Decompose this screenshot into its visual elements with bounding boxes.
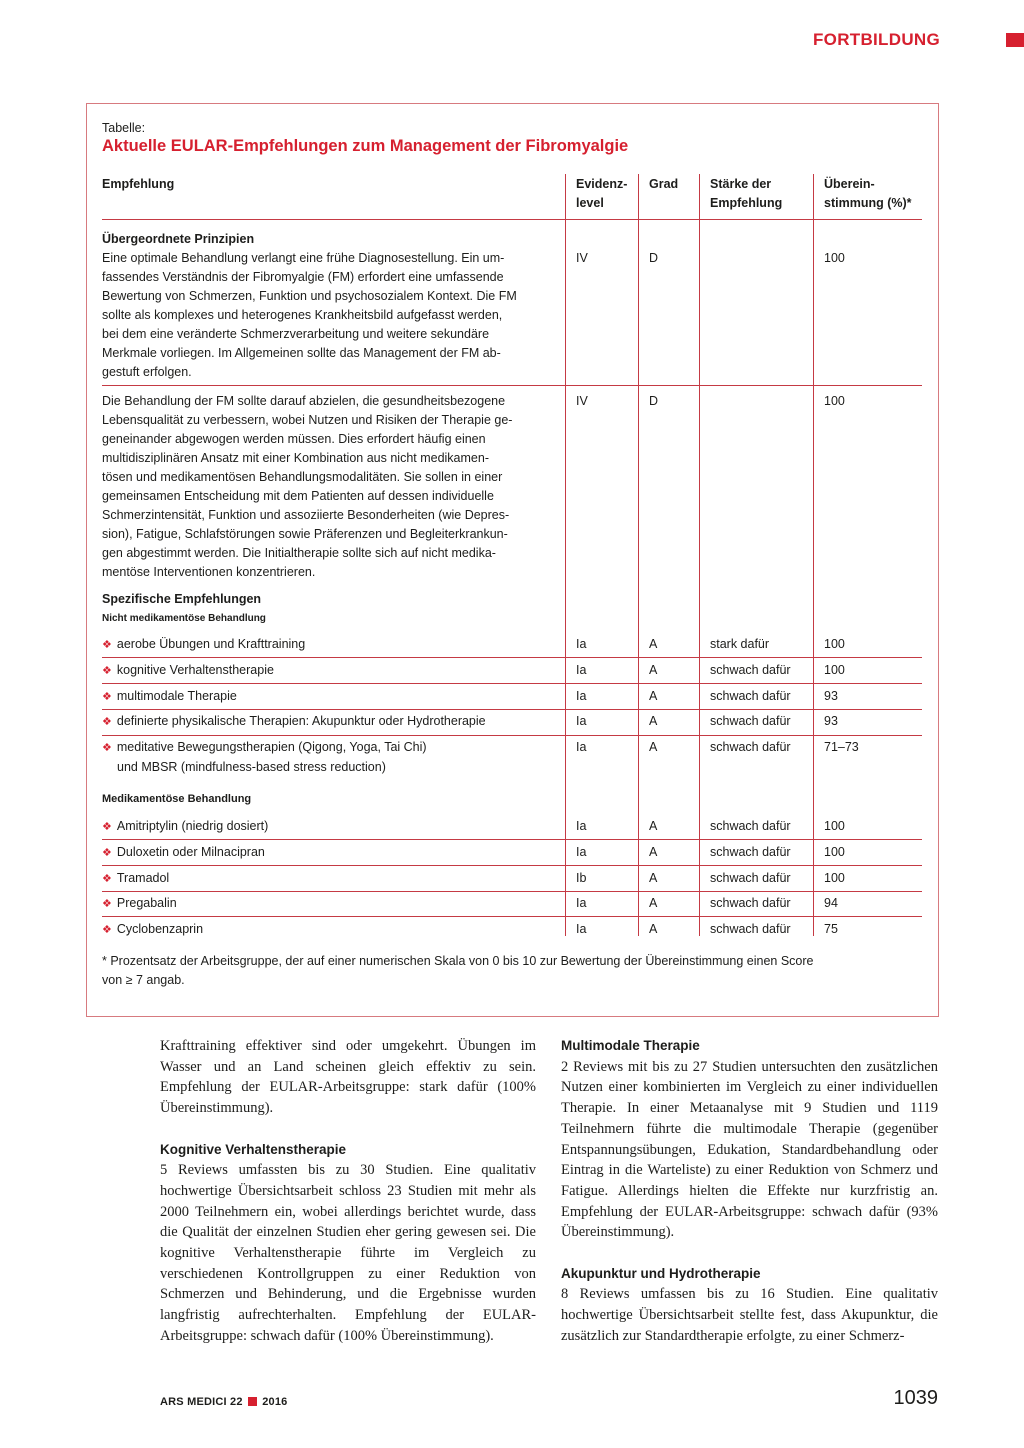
recommendation-text: ❖ Duloxetin oder Milnacipran xyxy=(102,845,265,859)
bullet-icon: ❖ xyxy=(102,873,112,885)
strength: schwach dafür xyxy=(710,896,791,910)
row-rule xyxy=(102,735,922,736)
grade: A xyxy=(649,714,658,728)
recommendation-text: ❖ Amitriptylin (niedrig dosiert) xyxy=(102,819,269,833)
nonpharm-heading: Nicht medikamentöse Behandlung xyxy=(102,613,266,624)
journal-name: ARS MEDICI 22 xyxy=(160,1396,243,1408)
recommendations-table xyxy=(86,103,939,1017)
col-header-empfehlung: Empfehlung xyxy=(102,177,175,191)
recommendation-text: ❖ Pregabalin xyxy=(102,896,177,910)
strength: stark dafür xyxy=(710,637,770,651)
section-label: FORTBILDUNG xyxy=(812,30,940,49)
recommendation-text: ❖ meditative Bewegungstherapien (Qigong, Yoga, Tai Chi) und MBSR (mindfulness-based stress reduction) xyxy=(102,740,427,774)
agreement: 100 xyxy=(824,845,845,859)
evidence-level: Ia xyxy=(576,714,587,728)
grade: A xyxy=(649,922,658,936)
bullet-icon: ❖ xyxy=(102,639,112,651)
strength: schwach dafür xyxy=(710,871,791,885)
paragraph: Krafttraining effektiver sind oder umgekehrt. Übungen im Wasser und an Land scheinen gleich effektiv zu sein. Empfehlung der EULAR-Arbeitsgruppe: stark dafür (100% Übereinstimmung). xyxy=(160,1038,536,1117)
row-rule xyxy=(102,839,922,840)
journal-year: 2016 xyxy=(262,1396,288,1408)
bullet-icon: ❖ xyxy=(102,898,112,910)
body-column-left xyxy=(160,1036,536,1347)
grade: A xyxy=(649,871,658,885)
paragraph: 2 Reviews mit bis zu 27 Studien untersuchten den zusätzlichen Nutzen einer kombinierten im Vergleich zu einer individuellen Therapie. In einer Metaanalyse mit 9 Studien und 1119 Teilnehmern führte die multimodale Therapie (gegenüber Entspannungsübungen, Edukation, Standardbehandlung oder Eintrag in die Warteliste) zu einer Reduktion von Schmerz und Fatigue. Allerdings hielten die Effekte nur kurzfristig an. Empfehlung der EULAR-Arbeitsgruppe: schwach dafür (93% Übereinstimmung). xyxy=(561,1058,938,1241)
agreement: 100 xyxy=(824,819,845,833)
grade: A xyxy=(649,663,658,677)
pharm-heading: Medikamentöse Behandlung xyxy=(102,793,252,805)
bullet-icon: ❖ xyxy=(102,691,112,703)
specific-heading: Spezifische Empfehlungen xyxy=(102,592,262,606)
paragraph: 8 Reviews umfassen bis zu 16 Studien. Eine qualitativ hochwertige Übersichtsarbeit stellte fest, dass Akupunktur, die zusätzlich zur Standardtherapie erfolgte, zu einer Schmerz- xyxy=(561,1286,938,1344)
recommendation-text: ❖ definierte physikalische Therapien: Akupunktur oder Hydrotherapie xyxy=(102,714,486,728)
evidence-level: Ia xyxy=(576,740,587,754)
grade: A xyxy=(649,637,658,651)
evidence-level: Ib xyxy=(576,871,587,885)
strength: schwach dafür xyxy=(710,663,791,677)
grade: A xyxy=(649,819,658,833)
strength: schwach dafür xyxy=(710,689,791,703)
agreement: 93 xyxy=(824,689,838,703)
agreement: 100 xyxy=(824,663,845,677)
subheading: Kognitive Verhaltenstherapie xyxy=(160,1141,347,1157)
paragraph: 5 Reviews umfassten bis zu 30 Studien. Eine qualitativ hochwertige Übersichtsarbeit schloss 23 Studien mit mehr als 2000 Teilnehmern ein, wobei allerdings berichtet wurde, dass die Qualität der einzelnen Studien eher gering gewesen sei. Die kognitive Verhaltenstherapie führte im Vergleich zu verschiedenen Kontrollgruppen zu einer Reduktion von Schmerzen und Behinderung, und die Ergebnisse wurden langfristig aufrechterhalten. Empfehlung der EULAR-Arbeitsgruppe: schwach dafür (100% Übereinstimmung). xyxy=(160,1162,536,1344)
evidence-level: Ia xyxy=(576,819,587,833)
col-separator xyxy=(813,174,814,936)
evidence-level: Ia xyxy=(576,896,587,910)
recommendation-text: ❖ aerobe Übungen und Krafttraining xyxy=(102,637,306,651)
agreement: 100 xyxy=(824,871,845,885)
general-heading: Übergeordnete Prinzipien xyxy=(102,232,255,246)
body-column-right xyxy=(561,1036,938,1347)
evidence-level: IV xyxy=(576,251,588,265)
col-separator xyxy=(565,174,566,936)
col-header-staerke: Stärke der Empfehlung xyxy=(710,177,783,210)
col-separator xyxy=(699,174,700,936)
agreement: 94 xyxy=(824,896,838,910)
bullet-icon: ❖ xyxy=(102,742,112,754)
agreement: 100 xyxy=(824,394,845,408)
evidence-level: Ia xyxy=(576,663,587,677)
agreement: 71–73 xyxy=(824,740,859,754)
bullet-icon: ❖ xyxy=(102,924,112,936)
bullet-icon: ❖ xyxy=(102,847,112,859)
evidence-level: Ia xyxy=(576,689,587,703)
header-rule xyxy=(102,219,922,220)
grade: A xyxy=(649,845,658,859)
row-rule xyxy=(102,916,922,917)
strength: schwach dafür xyxy=(710,845,791,859)
journal-footer xyxy=(160,1396,288,1408)
bullet-icon: ❖ xyxy=(102,821,112,833)
strength: schwach dafür xyxy=(710,922,791,936)
agreement: 93 xyxy=(824,714,838,728)
evidence-level: Ia xyxy=(576,845,587,859)
col-header-uebereinstimmung: Überein- stimmung (%)* xyxy=(824,177,912,210)
principle-text: Die Behandlung der FM sollte darauf abzielen, die gesundheitsbezogene Lebensqualität zu verbessern, wobei Nutzen und Risiken der Therapie ge- geneinander abgewogen werden müssen. Dies erfordert häufig einen multidisziplinären Ansatz mit einer Kombination aus nicht medikamen- tösen und medikamentösen Behandlungsmodalitäten. Sie sollen in einer gemeinsamen Entscheidung mit dem Patienten auf dessen individuelle Schmerzintensität, Funktion und assoziierte Besonderheiten (wie Depres- sion), Fatigue, Schlafstörungen sowie Präferenzen und Begleiterkrankun- gen abgestimmt werden. Die Initialtherapie sollte sich auf nicht medika- mentöse Interventionen konzentrieren. xyxy=(102,394,513,579)
section-marker xyxy=(1006,33,1024,47)
bullet-icon: ❖ xyxy=(102,665,112,677)
strength: schwach dafür xyxy=(710,740,791,754)
agreement: 75 xyxy=(824,922,838,936)
row-rule xyxy=(102,891,922,892)
subheading: Multimodale Therapie xyxy=(561,1038,700,1053)
col-header-evidenz: Evidenz- level xyxy=(576,177,628,210)
table-footnote: * Prozentsatz der Arbeitsgruppe, der auf einer numerischen Skala von 0 bis 10 zur Bewertung der Übereinstimmung einen Score von ≥ 7 angab. xyxy=(102,954,814,987)
subheading: Akupunktur und Hydrotherapie xyxy=(561,1265,761,1281)
table-title: Aktuelle EULAR-Empfehlungen zum Management der Fibromyalgie xyxy=(102,137,629,155)
table-kicker: Tabelle: xyxy=(102,121,146,135)
row-rule xyxy=(102,683,922,684)
strength: schwach dafür xyxy=(710,819,791,833)
evidence-level: Ia xyxy=(576,922,587,936)
row-rule xyxy=(102,657,922,658)
col-header-grad: Grad xyxy=(649,177,679,191)
grade: A xyxy=(649,689,658,703)
evidence-level: IV xyxy=(576,394,588,408)
strength: schwach dafür xyxy=(710,714,791,728)
bullet-icon: ❖ xyxy=(102,716,112,728)
grade: A xyxy=(649,896,658,910)
grade: D xyxy=(649,251,659,265)
evidence-level: Ia xyxy=(576,637,587,651)
recommendation-text: ❖ multimodale Therapie xyxy=(102,689,237,703)
col-separator xyxy=(638,174,639,936)
row-rule xyxy=(102,709,922,710)
row-rule xyxy=(102,865,922,866)
grade: A xyxy=(649,740,658,754)
agreement: 100 xyxy=(824,251,845,265)
footer-marker xyxy=(248,1397,257,1406)
recommendation-text: ❖ kognitive Verhaltenstherapie xyxy=(102,663,274,677)
page-number: 1039 xyxy=(893,1387,938,1409)
row-rule xyxy=(102,385,922,386)
recommendation-text: ❖ Tramadol xyxy=(102,871,170,885)
recommendation-text: ❖ Cyclobenzaprin xyxy=(102,922,204,936)
principle-text: Eine optimale Behandlung verlangt eine frühe Diagnosestellung. Ein um- fassendes Verständnis der Fibromyalgie (FM) erfordert eine umfassende Bewertung von Schmerzen, Funktion und psychosozialem Kontext. Die FM sollte als komplexes und heterogenes Krankheitsbild aufgefasst werden, bei dem eine veränderte Schmerzverarbeitung und weitere sekundäre Merkmale vorliegen. Im Allgemeinen sollte das Management der FM ab- gestuft erfolgen. xyxy=(102,251,517,379)
agreement: 100 xyxy=(824,637,845,651)
grade: D xyxy=(649,394,659,408)
